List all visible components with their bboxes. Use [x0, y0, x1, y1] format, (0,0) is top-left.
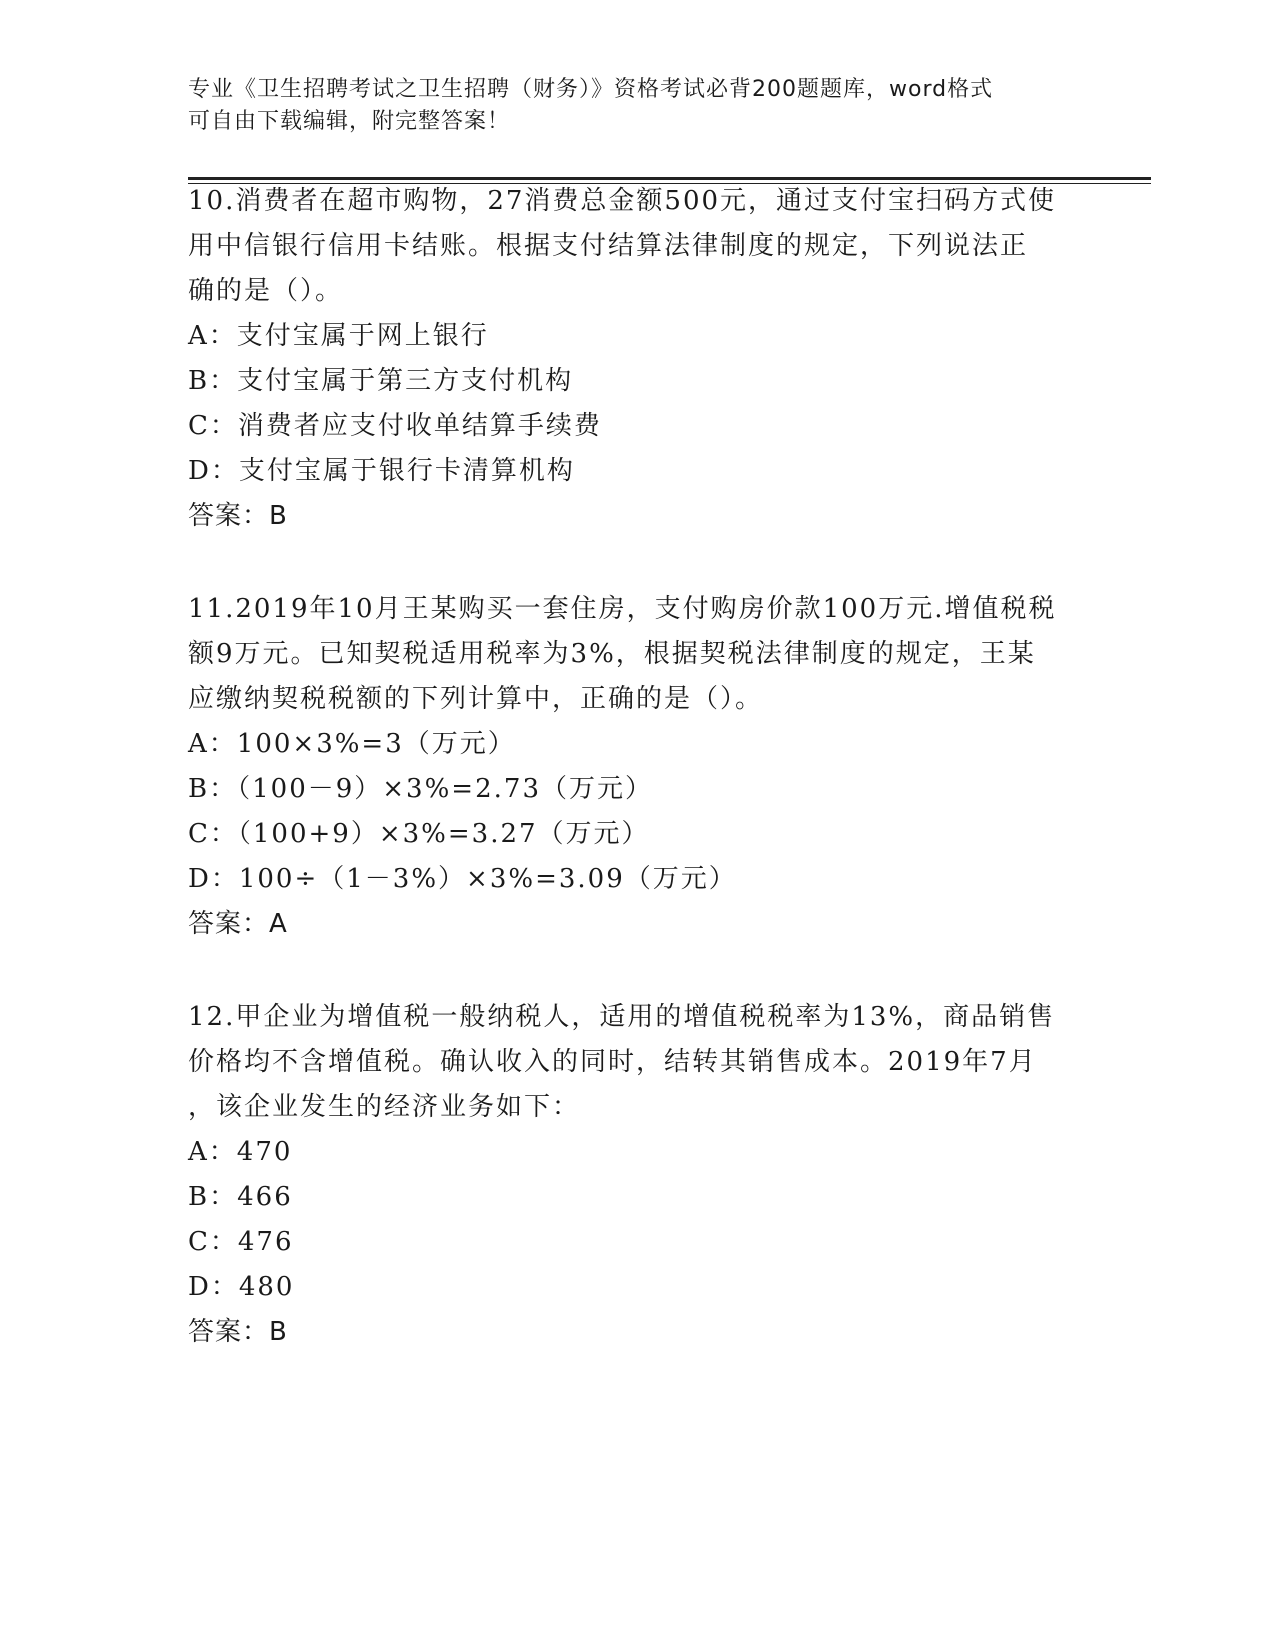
answer-line: 答案：A: [188, 909, 288, 939]
option-d: D：支付宝属于银行卡清算机构: [188, 456, 575, 486]
question-11: [188, 587, 1088, 947]
question-text-line: 确的是（）。: [188, 276, 344, 306]
header-line-1: 专业《卫生招聘考试之卫生招聘（财务）》资格考试必背200题题库，word格式: [188, 77, 994, 102]
option-c: C：（100+9）×3%=3.27（万元）: [188, 819, 650, 849]
option-b: B：支付宝属于第三方支付机构: [188, 366, 574, 396]
question-10: [188, 179, 1088, 539]
question-12: [188, 995, 1088, 1355]
option-a: A：100×3%=3（万元）: [188, 729, 516, 759]
question-text-line: 12.甲企业为增值税一般纳税人，适用的增值税税率为13%，商品销售: [188, 1002, 1056, 1032]
option-d: D：100÷（1－3%）×3%=3.09（万元）: [188, 864, 737, 894]
answer-line: 答案：B: [188, 501, 288, 531]
question-text-line: ，该企业发生的经济业务如下：: [188, 1092, 581, 1122]
question-text-line: 应缴纳契税税额的下列计算中，正确的是（）。: [188, 684, 764, 714]
question-text-line: 用中信银行信用卡结账。根据支付结算法律制度的规定，下列说法正: [188, 231, 1029, 261]
option-b: B：（100－9）×3%=2.73（万元）: [188, 774, 653, 804]
option-b: B：466: [188, 1182, 293, 1212]
question-text-line: 10.消费者在超市购物，27消费总金额500元，通过支付宝扫码方式使: [188, 186, 1057, 216]
option-c: C：476: [188, 1227, 294, 1257]
option-d: D：480: [188, 1272, 295, 1302]
option-c: C：消费者应支付收单结算手续费: [188, 411, 602, 441]
header-line-2: 可自由下载编辑，附完整答案！: [188, 109, 511, 134]
option-a: A：支付宝属于网上银行: [188, 321, 489, 351]
document-header: [188, 74, 1068, 138]
question-text-line: 11.2019年10月王某购买一套住房，支付购房价款100万元.增值税税: [188, 594, 1057, 624]
question-text-line: 价格均不含增值税。确认收入的同时，结转其销售成本。2019年7月: [188, 1047, 1037, 1077]
answer-line: 答案：B: [188, 1317, 288, 1347]
question-text-line: 额9万元。已知契税适用税率为3%，根据契税法律制度的规定，王某: [188, 639, 1036, 669]
option-a: A：470: [188, 1137, 293, 1167]
